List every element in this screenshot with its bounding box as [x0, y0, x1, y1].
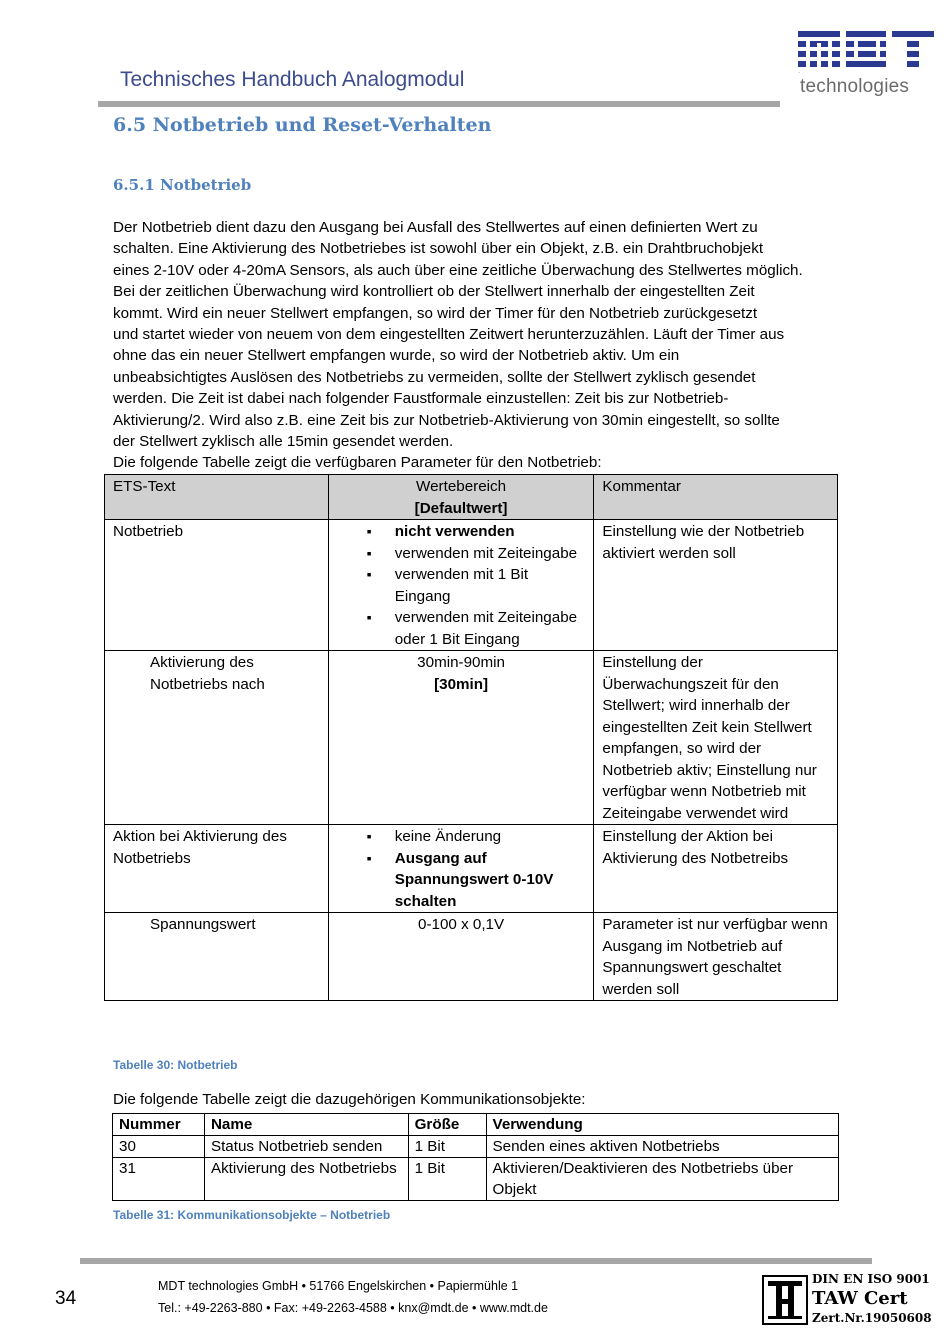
param-comment: Parameter ist nur verfügbar wenn Ausgang im Notbetrieb auf Spannungswert geschaltet werden soll [594, 913, 838, 1001]
header-ets-text: ETS-Text [105, 475, 329, 520]
page-number: 34 [55, 1288, 77, 1309]
option-item: ▪ verwenden mit Zeiteingabe [337, 543, 586, 565]
param-name: Aktion bei Aktivierung des Notbetriebs [105, 825, 329, 913]
document-header-title: Technisches Handbuch Analogmodul [120, 68, 465, 91]
cell-verwendung: Aktivieren/Deaktivieren des Notbetriebs über Objekt [486, 1158, 838, 1201]
param-range [328, 651, 594, 825]
body-paragraph [113, 217, 843, 474]
range-value: 30min-90min [417, 654, 505, 671]
table-header-row [113, 1114, 839, 1136]
parameter-table [104, 474, 838, 1001]
header-divider [98, 101, 780, 107]
option-item: ▪ Ausgang auf Spannungswert 0-10V schalten [337, 848, 586, 913]
body-line: eines 2-10V oder 4-20mA Sensors, als auch über eine zeitliche Überwachung des Stellwertes möglich. [113, 261, 803, 279]
section-heading: 6.5 Notbetrieb und Reset-Verhalten [113, 114, 492, 136]
table-caption: Tabelle 30: Notbetrieb [113, 1058, 238, 1072]
body-line: Bei der zeitlichen Überwachung wird kontrolliert ob der Stellwert innerhalb der eingestellten Zeit [113, 283, 755, 301]
communication-objects-table [112, 1113, 839, 1201]
param-range: 0-100 x 0,1V [328, 913, 594, 1001]
param-comment: Einstellung wie der Notbetrieb aktiviert werden soll [594, 520, 838, 651]
option-item: ▪ verwenden mit 1 Bit Eingang [337, 564, 586, 607]
table-row [105, 520, 838, 651]
header-wertebereich [328, 475, 594, 520]
taw-cert-icon [762, 1275, 808, 1325]
iso-certification: DIN EN ISO 9001 [812, 1272, 930, 1286]
body-line: und startet wieder von neuem von dem eingestellten Zeitwert herunterzuzählen. Läuft der Timer aus [113, 326, 785, 344]
param-options [328, 520, 594, 651]
table-row [105, 825, 838, 913]
mdt-logo [798, 29, 936, 75]
cell-name: Status Notbetrieb senden [204, 1136, 408, 1158]
footer-contact: Tel.: +49-2263-880 • Fax: +49-2263-4588 • knx@mdt.de • www.mdt.de [158, 1301, 548, 1315]
cell-nummer: 30 [113, 1136, 205, 1158]
comm-intro-text: Die folgende Tabelle zeigt die dazugehörigen Kommunikationsobjekte: [113, 1091, 586, 1108]
header-verwendung: Verwendung [486, 1114, 838, 1136]
param-name: Notbetrieb [105, 520, 329, 651]
param-comment: Einstellung der Aktion bei Aktivierung des Notbetreibs [594, 825, 838, 913]
body-line: Der Notbetrieb dient dazu den Ausgang bei Ausfall des Stellwertes auf einen definierten Wert zu [113, 219, 758, 236]
body-line: ohne das ein neuer Stellwert empfangen wurde, so wird der Notbetrieb aktiv. Um ein [113, 347, 680, 365]
cell-groesse: 1 Bit [408, 1158, 486, 1201]
body-line: unbeabsichtigtes Auslösen des Notbetriebs zu vermeiden, sollte der Stellwert zyklisch gesendet [113, 368, 756, 386]
param-options [328, 825, 594, 913]
mdt-logo-text: MDT [798, 73, 801, 74]
header-name: Name [204, 1114, 408, 1136]
body-line: der Stellwert zyklisch alle 15min gesendet werden. [113, 433, 454, 451]
default-value: [30min] [434, 675, 489, 693]
certificate-number: Zert.Nr.19050608 [812, 1311, 932, 1325]
table-caption: Tabelle 31: Kommunikationsobjekte – Notbetrieb [113, 1208, 391, 1222]
option-item: ▪ verwenden mit Zeiteingabe oder 1 Bit Eingang [337, 607, 586, 650]
header-nummer: Nummer [113, 1114, 205, 1136]
body-line: Die folgende Tabelle zeigt die verfügbaren Parameter für den Notbetrieb: [113, 454, 602, 472]
body-line: schalten. Eine Aktivierung des Notbetriebes ist sowohl über ein Objekt, z.B. ein Drahtbruchobjekt [113, 240, 764, 258]
table-row [105, 913, 838, 1001]
option-item: ▪ nicht verwenden [337, 521, 586, 543]
taw-cert-label: TAW Cert [812, 1288, 908, 1309]
header-groesse: Größe [408, 1114, 486, 1136]
body-line: kommt. Wird ein neuer Stellwert empfangen, so wird der Timer für den Notbetrieb zurückgesetzt [113, 304, 758, 322]
body-line: Aktivierung/2. Wird also z.B. eine Zeit bis zur Notbetrieb-Aktivierung von 30min eingestellt, so sollte [113, 411, 780, 429]
header-kommentar: Kommentar [594, 475, 838, 520]
cell-groesse: 1 Bit [408, 1136, 486, 1158]
body-line: werden. Die Zeit ist dabei nach folgender Faustformale einzustellen: Zeit bis zur Notbetrieb- [113, 390, 729, 408]
footer-divider [80, 1258, 872, 1264]
header-default-label: [Defaultwert] [414, 499, 508, 517]
header-wertebereich-label: Wertebereich [416, 478, 507, 495]
param-name: Spannungswert [105, 913, 329, 1001]
footer-address: MDT technologies GmbH • 51766 Engelskirchen • Papiermühle 1 [158, 1279, 519, 1293]
param-comment: Einstellung der Überwachungszeit für den Stellwert; wird innerhalb der eingestellten Zeit kein Stellwert empfangen, so wird der Notbetrieb aktiv; Einstellung nur verfügbar wenn Notbetrieb mit Zeiteingabe verwendet wird [594, 651, 838, 825]
cell-verwendung: Senden eines aktiven Notbetriebs [486, 1136, 838, 1158]
cell-nummer: 31 [113, 1158, 205, 1201]
cell-name: Aktivierung des Notbetriebs [204, 1158, 408, 1201]
table-header-row [105, 475, 838, 520]
option-item: ▪ keine Änderung [337, 826, 586, 848]
table-row [113, 1158, 839, 1201]
table-row [113, 1136, 839, 1158]
param-name: Aktivierung des Notbetriebs nach [105, 651, 329, 825]
subsection-heading: 6.5.1 Notbetrieb [113, 176, 252, 194]
table-row [105, 651, 838, 825]
logo-subtext: technologies [800, 76, 910, 97]
